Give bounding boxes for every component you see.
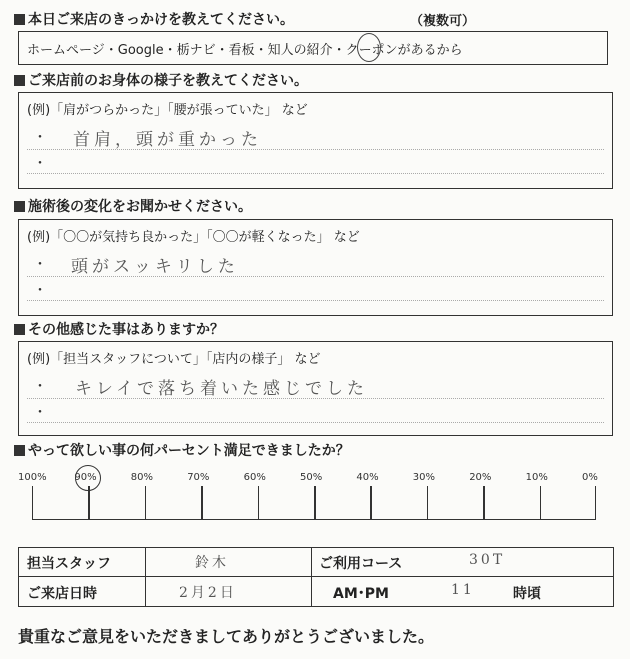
scale-tick: [145, 486, 147, 520]
scale-label: 10%: [525, 472, 548, 483]
q1-options: ホームページ・Google・栃ナビ・看板・知人の紹介・クーポンがあるから: [27, 43, 463, 58]
scale-label: 30%: [412, 472, 436, 483]
scale-label: 60%: [243, 472, 266, 483]
time-suffix: 時頃: [513, 586, 541, 602]
q2-answer-1: 首肩，頭が重かった: [73, 130, 262, 150]
ampm-label: AM･PM: [333, 586, 389, 602]
q5-title: やって欲しい事の何パーセント満足できましたか？: [14, 440, 350, 460]
info-table: [18, 547, 614, 607]
bullet-dot-icon: ・: [33, 130, 47, 146]
square-bullet-icon: [14, 14, 25, 25]
scale-label: 80%: [130, 472, 154, 483]
scale-label: 70%: [187, 472, 210, 483]
q2-example: (例)「肩がつらかった」「腰が張っていた」 など: [27, 103, 308, 118]
bullet-dot-icon: ・: [33, 156, 47, 172]
scale-label: 20%: [469, 472, 492, 483]
square-bullet-icon: [14, 75, 25, 86]
q4-answer-1: キレイで落ち着いた感じでした: [75, 379, 368, 399]
scale-tick: [258, 486, 260, 520]
scale-tick: [427, 486, 429, 520]
q3-example: (例)「〇〇が気持ち良かった」「〇〇が軽くなった」 など: [27, 230, 360, 245]
bullet-dot-icon: ・: [33, 257, 47, 273]
date-label: ご来店日時: [27, 586, 97, 602]
scale-label: 40%: [356, 472, 379, 483]
scale-track: [32, 486, 596, 520]
scale-tick: [88, 486, 90, 520]
square-bullet-icon: [14, 445, 25, 456]
q4-title: その他感じた事はありますか？: [14, 319, 224, 339]
satisfaction-scale: [0, 466, 630, 526]
bullet-dot-icon: ・: [33, 405, 47, 421]
footer-message: 貴重なご意見をいただきましてありがとうございました。: [18, 627, 435, 646]
circle-mark-icon: [357, 33, 381, 62]
q2-title: ご来店前のお身体の様子を教えてください。: [14, 70, 308, 90]
scale-label: 0%: [582, 472, 598, 483]
q4-example: (例)「担当スタッフについて」「店内の様子」 など: [27, 352, 321, 367]
q3-answer-1: 頭がスッキリした: [71, 257, 239, 277]
time-value: 11: [451, 582, 475, 598]
q1-title: 本日ご来店のきっかけを教えてください。: [14, 9, 294, 29]
scale-tick: [314, 486, 316, 520]
bullet-dot-icon: ・: [33, 283, 47, 299]
q1-options-box: [18, 31, 608, 65]
q1-note: （複数可）: [410, 14, 476, 29]
q3-title: 施術後の変化をお聞かせください。: [14, 196, 252, 216]
scale-tick: [540, 486, 542, 520]
date-value: 2月2日: [179, 585, 237, 601]
square-bullet-icon: [14, 324, 25, 335]
course-label: ご利用コース: [319, 556, 403, 572]
scale-tick: [483, 486, 485, 520]
square-bullet-icon: [14, 201, 25, 212]
q2-box: [18, 92, 613, 189]
course-value: 30T: [469, 552, 506, 568]
q4-box: [18, 341, 613, 436]
scale-label: 90%: [74, 472, 97, 483]
q3-box: [18, 219, 613, 316]
bullet-dot-icon: ・: [33, 379, 47, 395]
staff-label: 担当スタッフ: [27, 556, 111, 572]
scale-tick: [201, 486, 203, 520]
scale-label: 50%: [300, 472, 323, 483]
staff-value: 鈴木: [195, 555, 229, 571]
scale-label: 100%: [18, 472, 47, 483]
scale-tick: [370, 486, 372, 520]
